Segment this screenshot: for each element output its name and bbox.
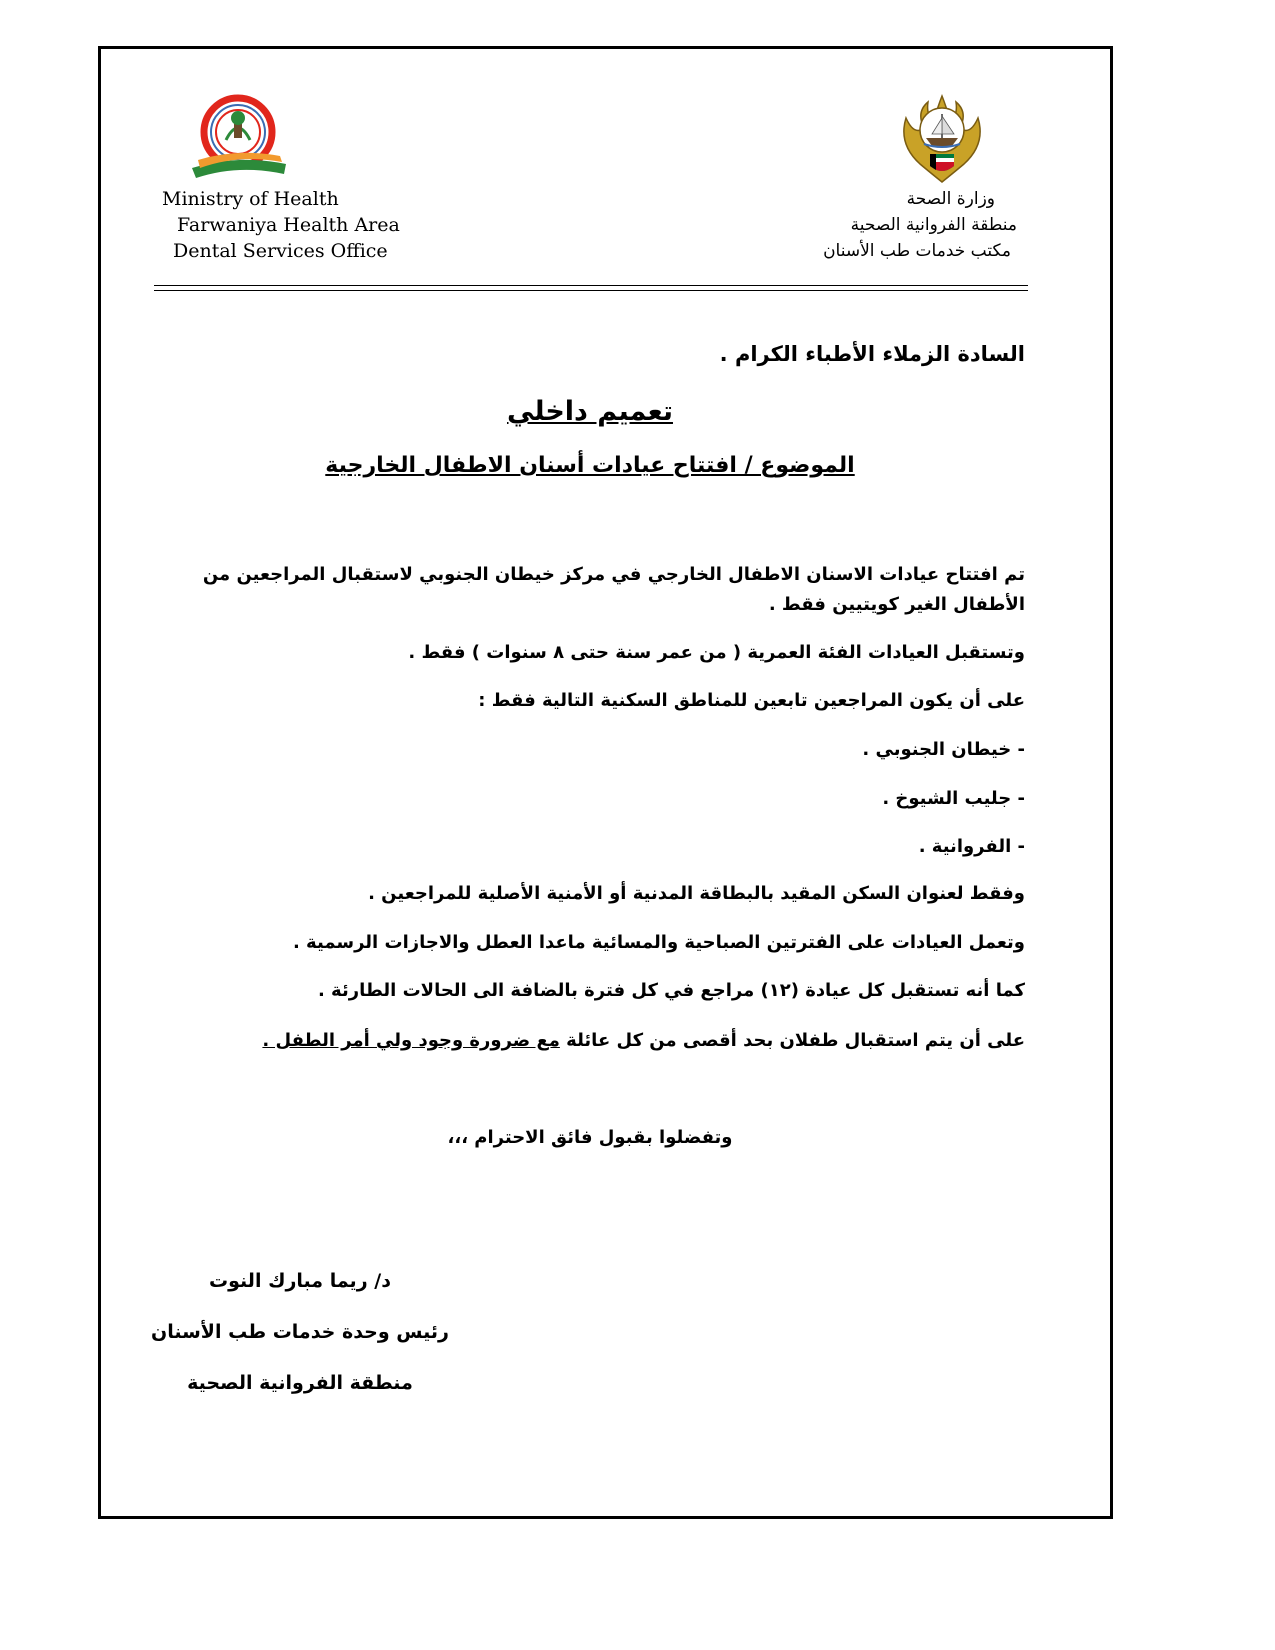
header-ar-line-1: وزارة الصحة: [906, 189, 995, 209]
header-ar-line-2: منطقة الفروانية الصحية: [850, 215, 1017, 235]
header-en-line-3: Dental Services Office: [173, 240, 388, 262]
body-paragraph-2: وتستقبل العيادات الفئة العمرية ( من عمر سنة حتى ٨ سنوات ) فقط .: [408, 642, 1025, 663]
header-ar-line-3: مكتب خدمات طب الأسنان: [823, 241, 1011, 261]
document-title: تعميم داخلي: [507, 396, 673, 427]
arabic-header: [823, 186, 1017, 264]
signature-name: د/ ريما مبارك النوت: [209, 1270, 391, 1292]
salutation: السادة الزملاء الأطباء الكرام .: [719, 342, 1025, 366]
farwaniya-health-logo: [188, 90, 292, 186]
area-item-2: - جليب الشيوخ .: [882, 788, 1025, 809]
closing-line: وتفضلوا بقبول فائق الاحترام ،،،: [447, 1127, 733, 1148]
body-paragraph-3: على أن يكون المراجعين تابعين للمناطق السكنية التالية فقط :: [478, 690, 1025, 711]
page-border: [98, 46, 1113, 1519]
english-header: [162, 186, 400, 264]
area-item-1: - خيطان الجنوبي .: [862, 739, 1025, 760]
area-item-3: - الفروانية .: [918, 836, 1025, 857]
paragraph-7-underlined: مع ضرورة وجود ولي أمر الطفل .: [262, 1030, 560, 1051]
body-paragraph-7: [185, 1026, 1025, 1056]
document-subject: الموضوع / افتتاح عيادات أسنان الاطفال الخارجية: [325, 453, 855, 478]
header-en-line-2: Farwaniya Health Area: [177, 214, 400, 236]
body-paragraph-4: وفقط لعنوان السكن المقيد بالبطاقة المدنية أو الأمنية الأصلية للمراجعين .: [368, 883, 1025, 904]
body-paragraph-5: وتعمل العيادات على الفترتين الصباحية والمسائية ماعدا العطل والاجازات الرسمية .: [292, 932, 1025, 953]
kuwait-emblem: [898, 88, 986, 184]
header-divider-bottom: [154, 290, 1028, 291]
paragraph-7-start: على أن يتم استقبال طفلان بحد أقصى من كل عائلة: [559, 1030, 1025, 1051]
signature-position: رئيس وحدة خدمات طب الأسنان: [151, 1321, 449, 1343]
signature-area: منطقة الفروانية الصحية: [187, 1372, 413, 1394]
header-en-line-1: Ministry of Health: [162, 188, 339, 210]
body-paragraph-1: تم افتتاح عيادات الاسنان الاطفال الخارجي في مركز خيطان الجنوبي لاستقبال المراجعين من الأطفال الغير كويتيين فقط .: [202, 564, 1025, 615]
body-paragraph-6: كما أنه تستقبل كل عيادة (١٢) مراجع في كل فترة بالضافة الى الحالات الطارئة .: [317, 980, 1025, 1001]
header-divider-top: [154, 285, 1028, 286]
